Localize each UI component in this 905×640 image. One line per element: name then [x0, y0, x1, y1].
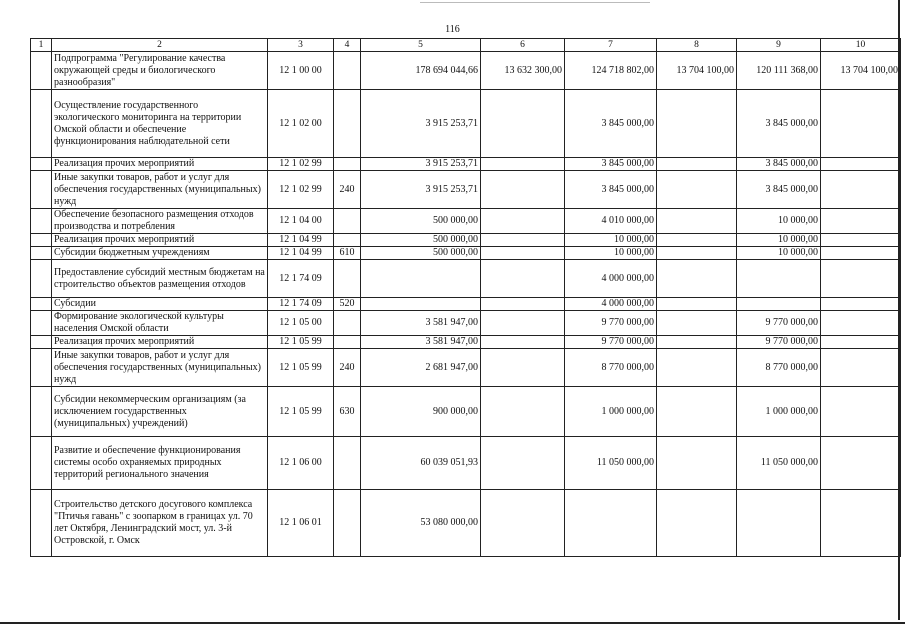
row-code: 12 1 04 99	[268, 247, 334, 260]
row-col7-value: 1 000 000,00	[565, 387, 657, 437]
row-col10-value	[821, 247, 901, 260]
row-col7-value: 10 000,00	[565, 247, 657, 260]
row-col8-value	[657, 336, 737, 349]
row-code: 12 1 05 99	[268, 336, 334, 349]
col-header-7: 7	[565, 39, 657, 52]
row-index-cell	[31, 260, 52, 298]
row-name: Реализация прочих мероприятий	[52, 336, 268, 349]
row-code: 12 1 04 00	[268, 209, 334, 234]
row-name: Подпрограмма "Регулирование качества окружающей среды и биологического разнообразия"	[52, 52, 268, 90]
row-index-cell	[31, 437, 52, 490]
row-col7-value	[565, 490, 657, 557]
row-col5-value: 3 915 253,71	[361, 171, 481, 209]
col-header-8: 8	[657, 39, 737, 52]
row-col9-value: 3 845 000,00	[737, 158, 821, 171]
row-col6-value	[481, 336, 565, 349]
row-col7-value: 11 050 000,00	[565, 437, 657, 490]
row-expense-type	[334, 260, 361, 298]
row-col7-value: 9 770 000,00	[565, 311, 657, 336]
row-col5-value: 3 915 253,71	[361, 90, 481, 158]
row-col8-value	[657, 171, 737, 209]
row-index-cell	[31, 247, 52, 260]
row-col8-value	[657, 158, 737, 171]
row-col10-value	[821, 437, 901, 490]
row-col10-value: 13 704 100,00	[821, 52, 901, 90]
row-name: Обеспечение безопасного размещения отходов производства и потребления	[52, 209, 268, 234]
row-col5-value: 3 581 947,00	[361, 336, 481, 349]
table-row	[31, 387, 901, 437]
table-row	[31, 234, 901, 247]
row-col10-value	[821, 349, 901, 387]
row-name: Субсидии	[52, 298, 268, 311]
table-row	[31, 311, 901, 336]
row-col9-value	[737, 298, 821, 311]
row-col9-value: 3 845 000,00	[737, 90, 821, 158]
row-name: Иные закупки товаров, работ и услуг для обеспечения государственных (муниципальных) нужд	[52, 349, 268, 387]
col-header-9: 9	[737, 39, 821, 52]
row-name: Иные закупки товаров, работ и услуг для обеспечения государственных (муниципальных) нужд	[52, 171, 268, 209]
scan-artifact-line	[420, 2, 650, 3]
row-col10-value	[821, 298, 901, 311]
row-col5-value: 60 039 051,93	[361, 437, 481, 490]
row-code: 12 1 00 00	[268, 52, 334, 90]
row-col8-value	[657, 260, 737, 298]
row-col8-value	[657, 234, 737, 247]
row-name: Развитие и обеспечение функционирования системы особо охраняемых природных территорий регионального значения	[52, 437, 268, 490]
row-col10-value	[821, 336, 901, 349]
row-col5-value: 2 681 947,00	[361, 349, 481, 387]
row-col7-value: 3 845 000,00	[565, 90, 657, 158]
table-row	[31, 171, 901, 209]
row-col8-value	[657, 298, 737, 311]
table-row	[31, 490, 901, 557]
row-index-cell	[31, 298, 52, 311]
row-col10-value	[821, 158, 901, 171]
col-header-5: 5	[361, 39, 481, 52]
row-name: Субсидии некоммерческим организациям (за исключением государственных (муниципальных) учреждений)	[52, 387, 268, 437]
row-col6-value	[481, 260, 565, 298]
row-col8-value	[657, 387, 737, 437]
row-expense-type: 240	[334, 349, 361, 387]
row-col6-value	[481, 209, 565, 234]
row-index-cell	[31, 311, 52, 336]
row-col9-value: 10 000,00	[737, 234, 821, 247]
row-index-cell	[31, 234, 52, 247]
row-expense-type	[334, 52, 361, 90]
row-index-cell	[31, 158, 52, 171]
table-row	[31, 247, 901, 260]
row-code: 12 1 06 01	[268, 490, 334, 557]
row-col8-value	[657, 90, 737, 158]
row-expense-type	[334, 209, 361, 234]
row-col8-value	[657, 490, 737, 557]
row-code: 12 1 05 99	[268, 349, 334, 387]
budget-table	[30, 38, 901, 557]
row-col5-value: 3 581 947,00	[361, 311, 481, 336]
row-expense-type	[334, 90, 361, 158]
row-code: 12 1 02 99	[268, 158, 334, 171]
row-col9-value	[737, 260, 821, 298]
row-col8-value	[657, 437, 737, 490]
row-expense-type: 240	[334, 171, 361, 209]
table-row	[31, 437, 901, 490]
row-code: 12 1 02 00	[268, 90, 334, 158]
table-row	[31, 90, 901, 158]
row-col10-value	[821, 311, 901, 336]
row-col5-value: 178 694 044,66	[361, 52, 481, 90]
row-expense-type	[334, 437, 361, 490]
row-col6-value	[481, 437, 565, 490]
table-row	[31, 260, 901, 298]
scan-border-bottom	[0, 622, 905, 624]
row-code: 12 1 02 99	[268, 171, 334, 209]
col-header-3: 3	[268, 39, 334, 52]
row-index-cell	[31, 90, 52, 158]
column-number-row	[31, 39, 901, 52]
row-col10-value	[821, 260, 901, 298]
row-code: 12 1 06 00	[268, 437, 334, 490]
row-col7-value: 4 010 000,00	[565, 209, 657, 234]
row-col6-value	[481, 171, 565, 209]
row-code: 12 1 05 99	[268, 387, 334, 437]
row-code: 12 1 74 09	[268, 298, 334, 311]
row-col5-value	[361, 260, 481, 298]
row-col9-value: 11 050 000,00	[737, 437, 821, 490]
row-index-cell	[31, 387, 52, 437]
table-row	[31, 349, 901, 387]
row-col6-value	[481, 349, 565, 387]
row-col9-value: 8 770 000,00	[737, 349, 821, 387]
row-name: Субсидии бюджетным учреждениям	[52, 247, 268, 260]
row-col10-value	[821, 387, 901, 437]
row-col6-value	[481, 234, 565, 247]
row-col7-value: 3 845 000,00	[565, 171, 657, 209]
table-row	[31, 336, 901, 349]
row-name: Осуществление государственного экологического мониторинга на территории Омской области и обеспечение функционирования наблюдательной сети	[52, 90, 268, 158]
row-col7-value: 8 770 000,00	[565, 349, 657, 387]
row-code: 12 1 04 99	[268, 234, 334, 247]
row-col7-value: 4 000 000,00	[565, 260, 657, 298]
row-name: Строительство детского досугового комплекса "Птичья гавань" с зоопарком в границах ул. 70 лет Октября, Ленинградский мост, ул. 3-й Островской, г. Омск	[52, 490, 268, 557]
col-header-1: 1	[31, 39, 52, 52]
row-expense-type: 520	[334, 298, 361, 311]
row-col9-value: 1 000 000,00	[737, 387, 821, 437]
row-code: 12 1 05 00	[268, 311, 334, 336]
col-header-2: 2	[52, 39, 268, 52]
col-header-6: 6	[481, 39, 565, 52]
row-col10-value	[821, 490, 901, 557]
row-expense-type: 630	[334, 387, 361, 437]
row-col9-value: 3 845 000,00	[737, 171, 821, 209]
row-index-cell	[31, 336, 52, 349]
row-index-cell	[31, 52, 52, 90]
row-col5-value: 900 000,00	[361, 387, 481, 437]
row-col6-value	[481, 158, 565, 171]
row-col7-value: 124 718 802,00	[565, 52, 657, 90]
row-expense-type	[334, 311, 361, 336]
table-row	[31, 158, 901, 171]
row-col6-value	[481, 90, 565, 158]
row-col5-value: 500 000,00	[361, 209, 481, 234]
col-header-4: 4	[334, 39, 361, 52]
row-col9-value: 10 000,00	[737, 209, 821, 234]
row-col10-value	[821, 90, 901, 158]
row-col8-value: 13 704 100,00	[657, 52, 737, 90]
scan-border-right	[898, 0, 900, 620]
row-expense-type	[334, 490, 361, 557]
row-col8-value	[657, 311, 737, 336]
row-col6-value	[481, 298, 565, 311]
row-col6-value	[481, 387, 565, 437]
table-row	[31, 298, 901, 311]
page-number: 116	[445, 24, 460, 35]
row-col8-value	[657, 349, 737, 387]
row-col6-value	[481, 490, 565, 557]
row-col7-value: 4 000 000,00	[565, 298, 657, 311]
row-col5-value: 53 080 000,00	[361, 490, 481, 557]
col-header-10: 10	[821, 39, 901, 52]
row-col10-value	[821, 234, 901, 247]
row-col5-value	[361, 298, 481, 311]
row-index-cell	[31, 209, 52, 234]
row-col9-value: 9 770 000,00	[737, 336, 821, 349]
row-code: 12 1 74 09	[268, 260, 334, 298]
table-row	[31, 209, 901, 234]
row-col6-value	[481, 311, 565, 336]
row-col6-value	[481, 247, 565, 260]
row-col9-value: 10 000,00	[737, 247, 821, 260]
row-col7-value: 9 770 000,00	[565, 336, 657, 349]
row-name: Реализация прочих мероприятий	[52, 158, 268, 171]
row-col9-value: 120 111 368,00	[737, 52, 821, 90]
row-expense-type	[334, 336, 361, 349]
row-col8-value	[657, 209, 737, 234]
row-col8-value	[657, 247, 737, 260]
row-index-cell	[31, 349, 52, 387]
row-name: Реализация прочих мероприятий	[52, 234, 268, 247]
row-col9-value: 9 770 000,00	[737, 311, 821, 336]
row-col5-value: 500 000,00	[361, 247, 481, 260]
row-col9-value	[737, 490, 821, 557]
row-col10-value	[821, 171, 901, 209]
row-col7-value: 10 000,00	[565, 234, 657, 247]
row-expense-type	[334, 158, 361, 171]
table-row	[31, 52, 901, 90]
row-expense-type: 610	[334, 247, 361, 260]
row-col7-value: 3 845 000,00	[565, 158, 657, 171]
row-name: Предоставление субсидий местным бюджетам на строительство объектов размещения отходов	[52, 260, 268, 298]
row-col5-value: 500 000,00	[361, 234, 481, 247]
row-col6-value: 13 632 300,00	[481, 52, 565, 90]
row-col10-value	[821, 209, 901, 234]
row-index-cell	[31, 171, 52, 209]
row-expense-type	[334, 234, 361, 247]
row-col5-value: 3 915 253,71	[361, 158, 481, 171]
row-name: Формирование экологической культуры населения Омской области	[52, 311, 268, 336]
row-index-cell	[31, 490, 52, 557]
